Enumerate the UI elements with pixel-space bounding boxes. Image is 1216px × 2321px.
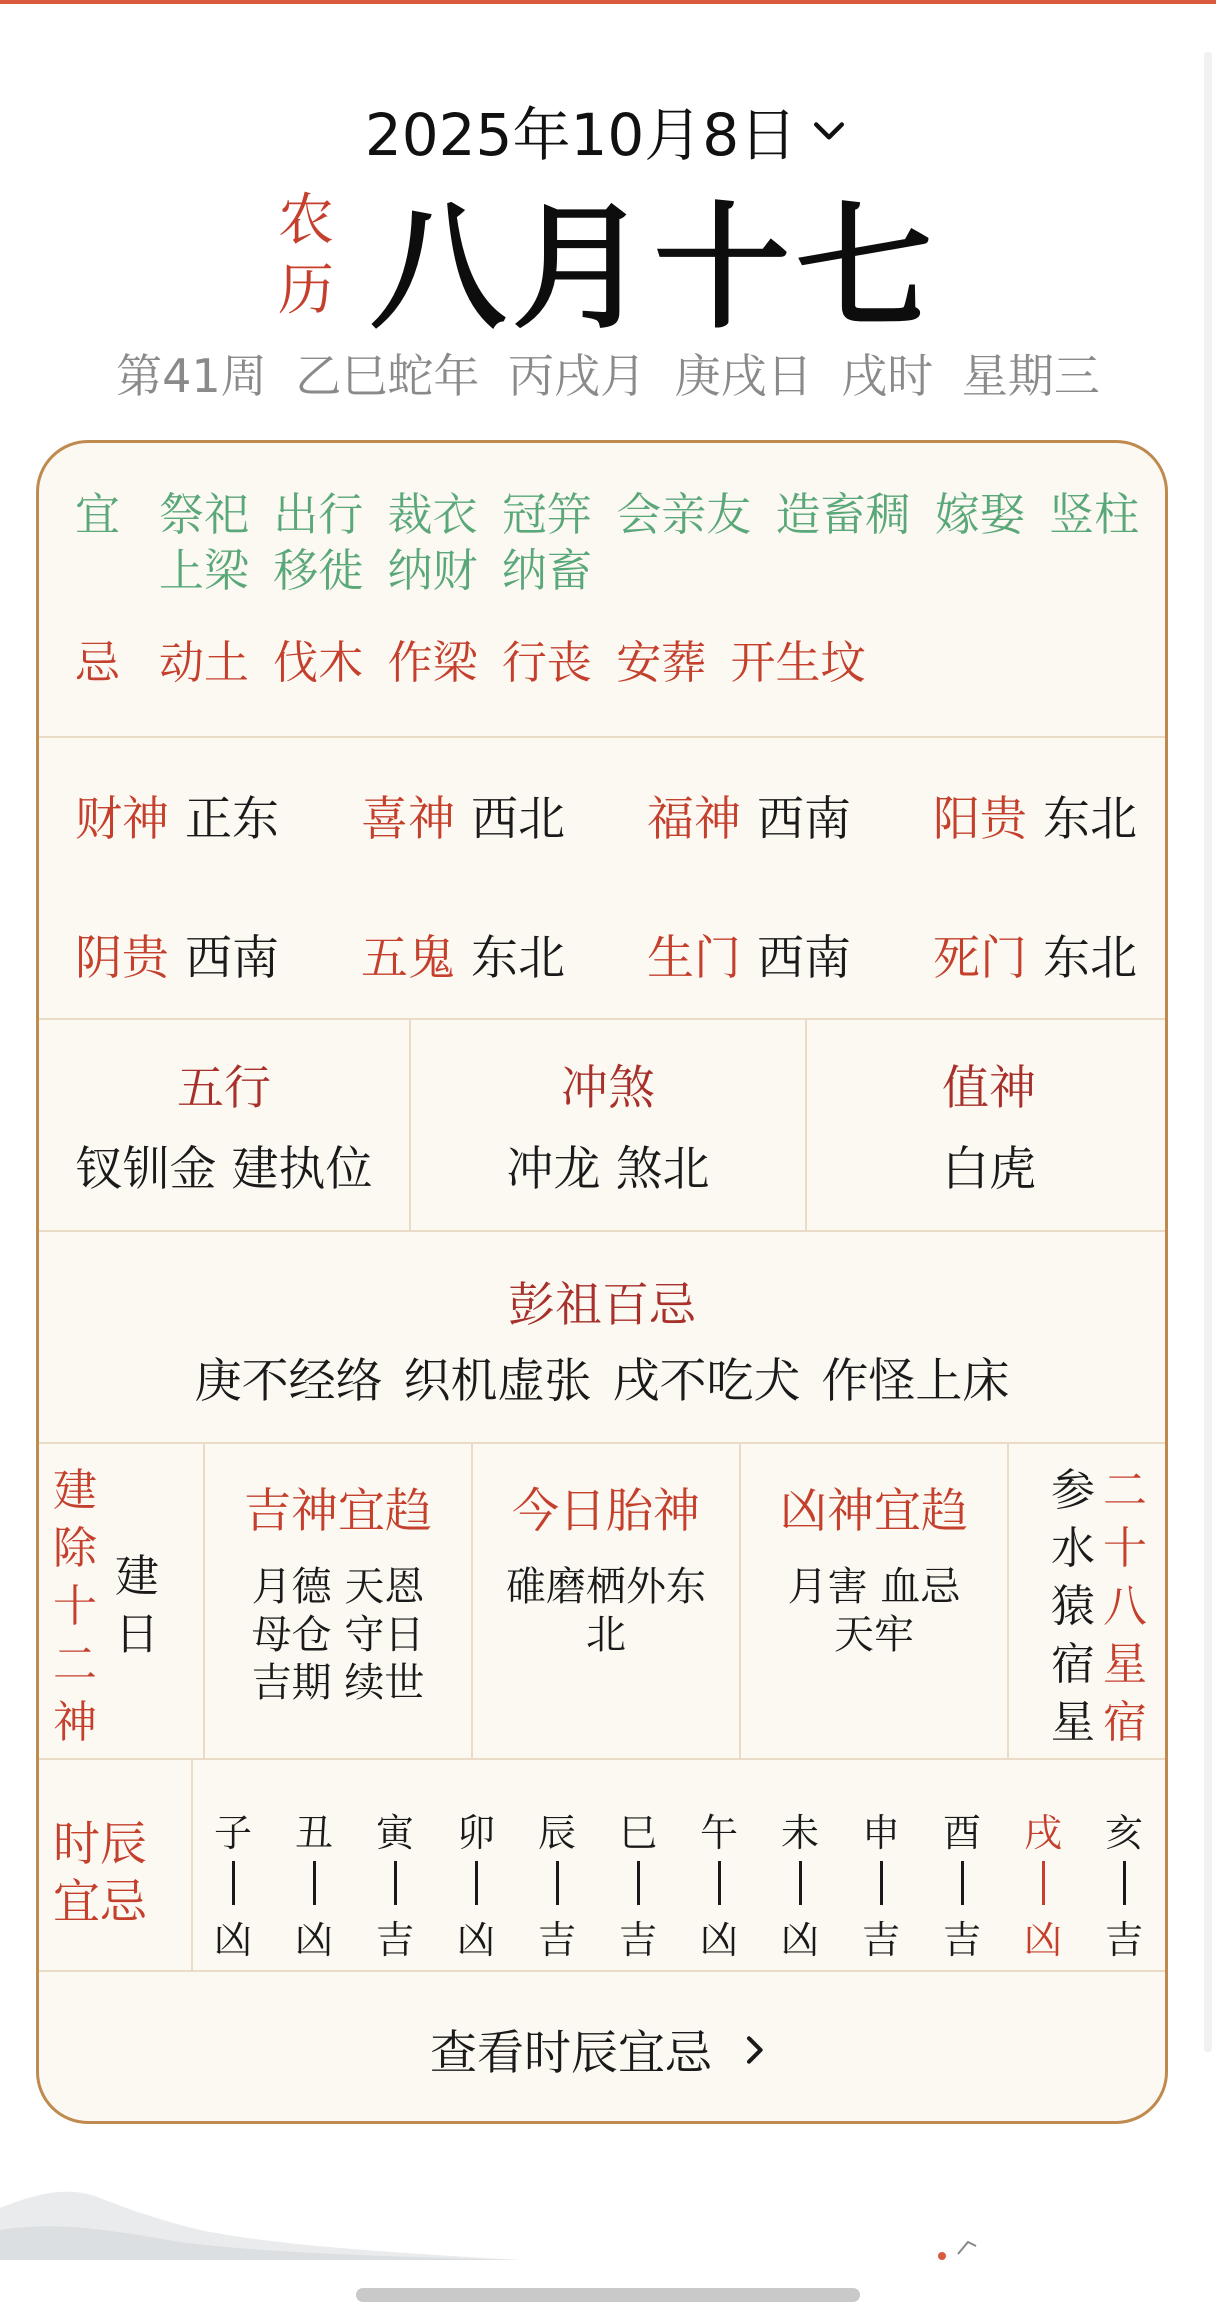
yi-line: 祭祀 出行 裁衣 冠笄 会亲友 造畜稠 嫁娶 竖柱: [159, 488, 1140, 541]
almanac-card: [36, 440, 1168, 2124]
vertical-char: 十: [1103, 1523, 1147, 1574]
hour-luck: 吉: [537, 1918, 576, 1962]
hour-zhi: 酉: [942, 1811, 981, 1855]
wuxing-cell: [39, 1020, 409, 1230]
yi-items: [159, 487, 1159, 599]
yi-row: [75, 487, 1159, 599]
divider: [191, 1760, 193, 1970]
xiongshen-list: [788, 1563, 961, 1659]
hour-item: [446, 1802, 506, 1964]
cell-value: 钗钏金 建执位: [75, 1142, 373, 1197]
vertical-char: 水: [1051, 1523, 1095, 1574]
vertical-char: 神: [53, 1697, 97, 1748]
god-direction: [75, 782, 365, 849]
cell-line: 吉期 续世: [251, 1660, 425, 1706]
yiji-section: [39, 443, 1165, 738]
chongsha-cell: [411, 1020, 805, 1230]
hour-luck: 吉: [618, 1918, 657, 1962]
god-direction: [647, 921, 937, 988]
divider: [1007, 1444, 1009, 1758]
hour-separator: [718, 1861, 721, 1905]
home-indicator[interactable]: [356, 2288, 860, 2302]
vertical-char: 建: [53, 1465, 97, 1516]
hour-zhi: 未: [780, 1811, 819, 1855]
hour-separator: [1042, 1861, 1045, 1905]
cell-line: 北: [586, 1612, 626, 1658]
hour-item: [1094, 1802, 1154, 1964]
hour-luck: 凶: [780, 1918, 819, 1962]
god-value: 东北: [1043, 792, 1137, 847]
cell-title: 五行: [177, 1061, 271, 1116]
hour-separator: [961, 1861, 964, 1905]
hour-separator: [556, 1861, 559, 1905]
taishen-list: [506, 1563, 706, 1659]
hour-zhi: 丑: [294, 1811, 333, 1855]
hour-zhi: 戌: [1023, 1811, 1062, 1855]
hour-item: [851, 1802, 911, 1964]
ji-label: 忌: [75, 636, 121, 689]
cell-line: 天牢: [834, 1612, 914, 1658]
chevron-down-icon: [807, 108, 851, 152]
cell-title: 吉神宜趋: [244, 1484, 432, 1539]
hour-luck: 凶: [294, 1918, 333, 1962]
lunar-tag: [278, 186, 334, 326]
cell-value: 冲龙 煞北: [506, 1142, 710, 1197]
god-value: 东北: [471, 931, 565, 986]
hour-separator: [880, 1861, 883, 1905]
hour-zhi: 子: [213, 1811, 252, 1855]
god-value: 西南: [757, 792, 851, 847]
vertical-char: 猿: [1051, 1581, 1095, 1632]
hour-zhi: 辰: [537, 1811, 576, 1855]
god-direction: [361, 921, 651, 988]
hour-item: [932, 1802, 992, 1964]
cell-title: 凶神宜趋: [780, 1484, 968, 1539]
hour-item: [284, 1802, 344, 1964]
hour-luck: 吉: [1104, 1918, 1143, 1962]
zhishen-cell: [807, 1020, 1168, 1230]
xiongshen-cell: [741, 1444, 1007, 1758]
hour-separator: [799, 1861, 802, 1905]
chevron-right-icon: [734, 2030, 774, 2070]
vertical-char: 二: [53, 1639, 97, 1690]
god-value: 西北: [471, 792, 565, 847]
pengzu-value: 庚不经络 织机虚张 戌不吃犬 作怪上床: [194, 1354, 1010, 1409]
god-value: 东北: [1043, 931, 1137, 986]
hour-item: [770, 1802, 830, 1964]
god-value: 西南: [757, 931, 851, 986]
hour-zhi: 巳: [618, 1811, 657, 1855]
god-direction: [933, 921, 1168, 988]
god-direction: [75, 921, 365, 988]
hour-luck: 吉: [861, 1918, 900, 1962]
ji-items: 动土 伐木 作梁 行丧 安葬 开生坟: [159, 636, 866, 689]
pengzu-title: 彭祖百忌: [508, 1278, 696, 1333]
vertical-char: 二: [1103, 1465, 1147, 1516]
lunar-tag-char: 农: [278, 188, 334, 253]
god-value: 西南: [185, 931, 279, 986]
cell-title: 冲煞: [561, 1061, 655, 1116]
god-direction: [647, 782, 937, 849]
god-name: 五鬼: [361, 931, 455, 986]
hour-luck: 吉: [942, 1918, 981, 1962]
mountain-decoration: [0, 2180, 520, 2260]
god-name: 喜神: [361, 792, 455, 847]
cell-title: 值神: [942, 1061, 1036, 1116]
xingsu-value: [1051, 1462, 1095, 1752]
hour-separator: [232, 1861, 235, 1905]
hour-luck: 凶: [213, 1918, 252, 1962]
jianchu-label: [53, 1462, 97, 1752]
yi-line: 上梁 移徙 纳财 纳畜: [159, 544, 592, 597]
hour-item: [365, 1802, 425, 1964]
hour-luck: 凶: [456, 1918, 495, 1962]
god-value: 正东: [185, 792, 279, 847]
hour-luck: 凶: [1023, 1918, 1062, 1962]
hour-separator: [475, 1861, 478, 1905]
hours-label: [53, 1816, 147, 1932]
vertical-char: 除: [53, 1523, 97, 1574]
hour-item-current: [1013, 1802, 1073, 1964]
hours-section: [39, 1760, 1165, 1972]
god-direction: [361, 782, 651, 849]
vertical-char: 十: [53, 1581, 97, 1632]
pengzu-section: [39, 1232, 1165, 1444]
cell-value: 白虎: [942, 1142, 1036, 1197]
god-name: 财神: [75, 792, 169, 847]
hour-zhi: 午: [699, 1811, 738, 1855]
cell-line: 碓磨栖外东: [506, 1564, 706, 1610]
hour-luck: 吉: [375, 1918, 414, 1962]
cell-line: 母仓 守日: [251, 1612, 425, 1658]
hour-separator: [1123, 1861, 1126, 1905]
view-hours-button[interactable]: [39, 1972, 1165, 2124]
lunar-tag-char: 历: [278, 258, 334, 323]
cell-line: 月德 天恩: [251, 1564, 425, 1610]
god-direction: [933, 782, 1168, 849]
vertical-char: 建: [115, 1551, 159, 1602]
hour-item: [527, 1802, 587, 1964]
hour-separator: [313, 1861, 316, 1905]
god-name: 生门: [647, 931, 741, 986]
cell-title: 今日胎神: [512, 1484, 700, 1539]
hours-label-line: 时辰: [53, 1817, 147, 1872]
vertical-char: 宿: [1103, 1697, 1147, 1748]
vertical-char: 日: [115, 1609, 159, 1660]
shen-section: [39, 1444, 1165, 1760]
hour-zhi: 申: [861, 1811, 900, 1855]
hours-label-line: 宜忌: [53, 1875, 147, 1930]
jishen-list: [252, 1563, 425, 1707]
taishen-cell: [473, 1444, 739, 1758]
wuxing-section: [39, 1020, 1165, 1232]
jianchu-value: [115, 1548, 159, 1664]
vertical-char: 星: [1103, 1639, 1147, 1690]
date-picker[interactable]: [0, 92, 1216, 168]
lunar-date: [0, 176, 1216, 348]
hour-zhi: 亥: [1104, 1811, 1143, 1855]
hour-luck: 凶: [699, 1918, 738, 1962]
hour-zhi: 卯: [456, 1811, 495, 1855]
hour-item: [608, 1802, 668, 1964]
god-name: 阳贵: [933, 792, 1027, 847]
vertical-char: 八: [1103, 1581, 1147, 1632]
top-accent-line: [0, 0, 1216, 4]
yi-label: 宜: [75, 488, 121, 541]
cell-line: 月害 血忌: [787, 1564, 961, 1610]
god-name: 阴贵: [75, 931, 169, 986]
vertical-char: 星: [1051, 1697, 1095, 1748]
hour-separator: [394, 1861, 397, 1905]
vertical-char: 宿: [1051, 1639, 1095, 1690]
hour-item: [689, 1802, 749, 1964]
jishen-cell: [205, 1444, 471, 1758]
god-name: 福神: [647, 792, 741, 847]
hour-zhi: 寅: [375, 1811, 414, 1855]
xingsu-label: [1103, 1462, 1147, 1752]
seal-decoration: [936, 2236, 980, 2262]
gods-section: [39, 738, 1165, 1020]
hour-item: [203, 1802, 263, 1964]
view-hours-label: 查看时辰宜忌: [430, 2026, 712, 2081]
god-name: 死门: [933, 931, 1027, 986]
vertical-char: 参: [1051, 1465, 1095, 1516]
date-text: 2025年10月8日: [364, 101, 798, 169]
ji-row: [75, 635, 1159, 691]
lunar-day: 八月十七: [370, 190, 938, 348]
ganzhi-line: 第41周 乙巳蛇年 丙戌月 庚戌日 戌时 星期三: [116, 349, 1100, 403]
hour-separator: [637, 1861, 640, 1905]
